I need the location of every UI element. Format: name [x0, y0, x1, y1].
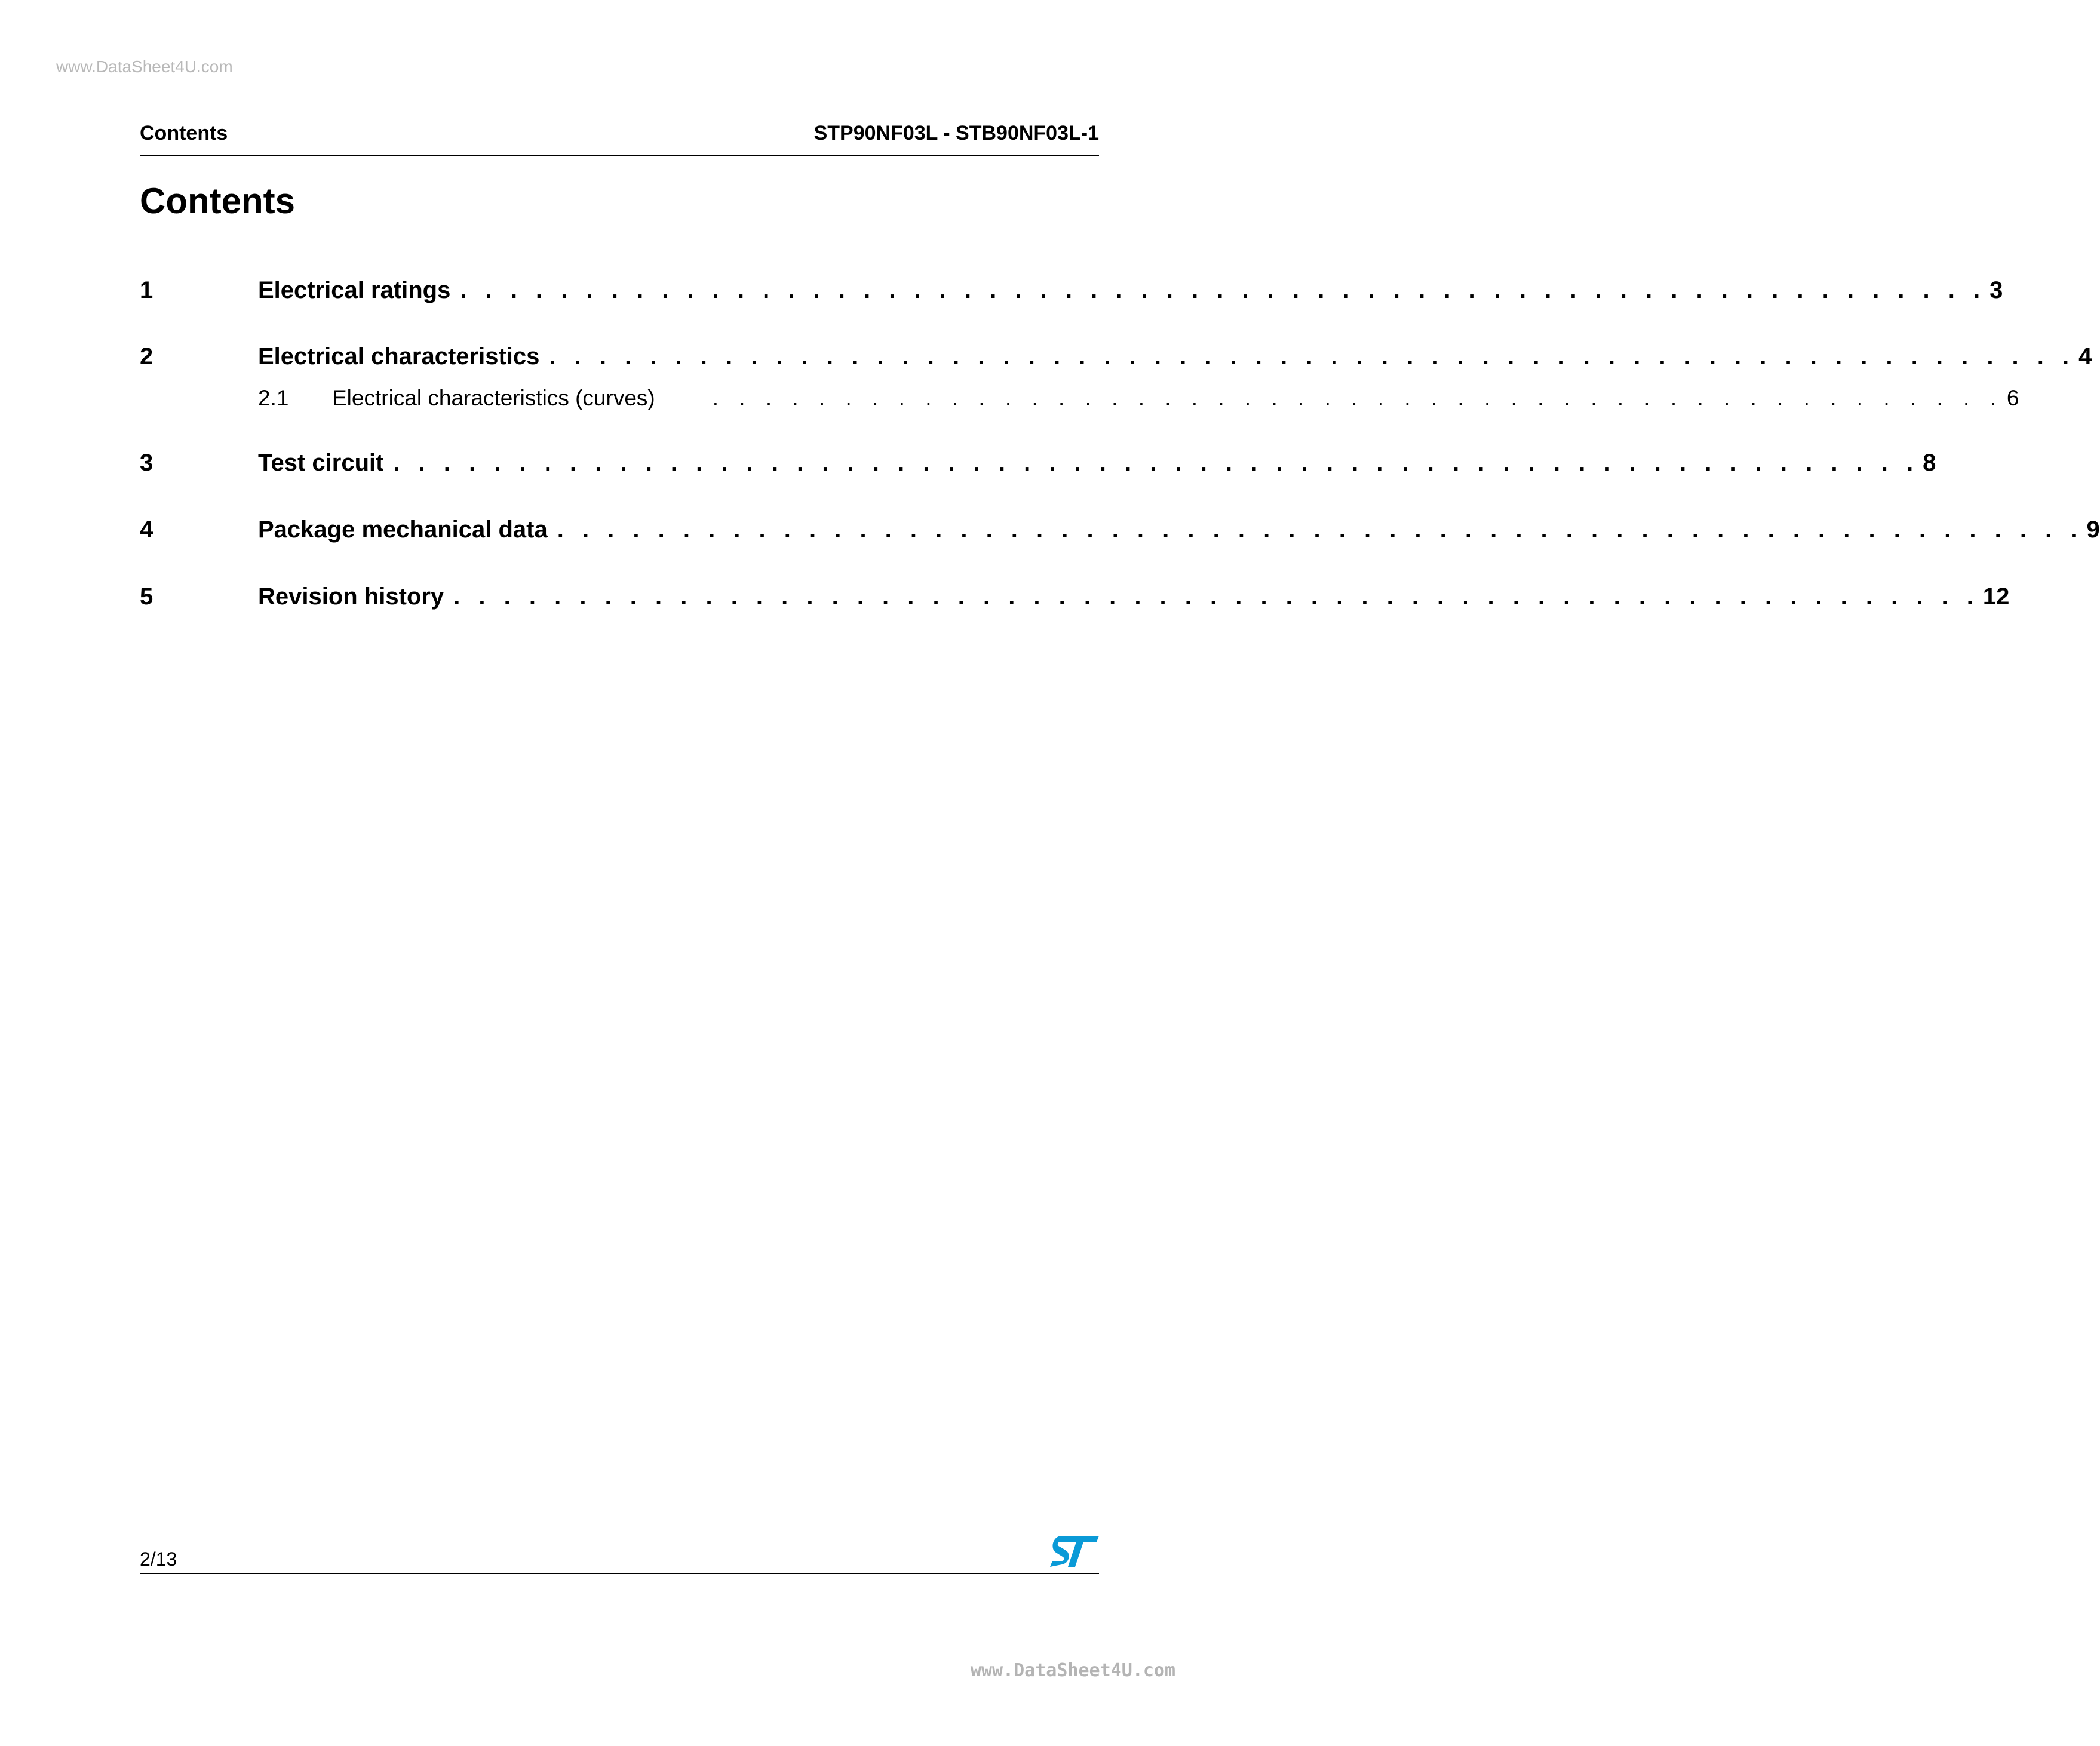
watermark-bottom: www.DataSheet4U.com	[970, 1660, 1175, 1681]
toc-entry-title: Electrical characteristics	[258, 343, 540, 370]
toc-entry-page: 9	[2086, 517, 2100, 543]
toc-leader-dots: . . . . . . . . . . . . . . . . . . . . . . . . . . . . . . . . . . . . . . . . . . . . . . . . .	[712, 386, 2003, 410]
st-logo-icon	[1049, 1535, 1099, 1568]
toc-entry-revision-history[interactable]	[140, 583, 2010, 610]
toc-entry-electrical-characteristics-curves[interactable]	[140, 386, 2019, 411]
page-number: 2/13	[140, 1548, 177, 1570]
header-part-numbers: STP90NF03L - STB90NF03L-1	[813, 122, 1099, 145]
page-header	[140, 119, 1099, 156]
watermark-top: www.DataSheet4U.com	[56, 57, 233, 76]
toc-entry-package-mechanical-data[interactable]	[140, 517, 2100, 543]
toc-entry-page: 6	[2006, 386, 2019, 410]
toc-entry-number: 3	[140, 450, 153, 476]
toc-entry-title: Package mechanical data	[258, 517, 548, 543]
header-section-label: Contents	[140, 122, 228, 145]
toc-entry-title: Electrical characteristics (curves)	[332, 386, 655, 410]
toc-entry-test-circuit[interactable]	[140, 450, 1936, 477]
toc-entry-title: Test circuit	[258, 450, 384, 476]
toc-entry-number: 2.1	[258, 386, 289, 410]
toc-entry-number: 1	[140, 277, 153, 303]
toc-entry-page: 4	[2078, 343, 2092, 370]
toc-entry-number: 4	[140, 517, 153, 543]
page-title: Contents	[140, 181, 295, 221]
toc-entry-electrical-characteristics[interactable]	[140, 343, 2092, 370]
toc-entry-title: Electrical ratings	[258, 277, 451, 303]
toc-entry-page: 8	[1923, 450, 1936, 476]
toc-entry-number: 5	[140, 583, 153, 610]
st-logo-shape	[1050, 1536, 1099, 1567]
toc-leader-dots: . . . . . . . . . . . . . . . . . . . . . . . . . . . . . . . . . . . . . . . . . . . . . . . . . . . . . . . . . . . . .	[549, 343, 2076, 370]
toc-leader-dots: . . . . . . . . . . . . . . . . . . . . . . . . . . . . . . . . . . . . . . . . . . . . . . . . . . . . . . . . . . . . .	[453, 583, 1979, 610]
toc-entry-page: 12	[1982, 583, 2010, 610]
toc-entry-electrical-ratings[interactable]	[140, 277, 2003, 304]
page-footer	[140, 1529, 1099, 1574]
toc-leader-dots: . . . . . . . . . . . . . . . . . . . . . . . . . . . . . . . . . . . . . . . . . . . . . . . . . . . . . . . . . . . . .	[460, 277, 1987, 303]
toc-entry-number: 2	[140, 343, 153, 370]
toc-entry-page: 3	[1990, 277, 2003, 303]
toc-entry-title: Revision history	[258, 583, 444, 610]
toc-leader-dots: . . . . . . . . . . . . . . . . . . . . . . . . . . . . . . . . . . . . . . . . . . . . . . . . . . . . . . . . . . . . .	[393, 450, 1920, 476]
toc-leader-dots: . . . . . . . . . . . . . . . . . . . . . . . . . . . . . . . . . . . . . . . . . . . . . . . . . . . . . . . . . . . . .	[557, 517, 2083, 543]
